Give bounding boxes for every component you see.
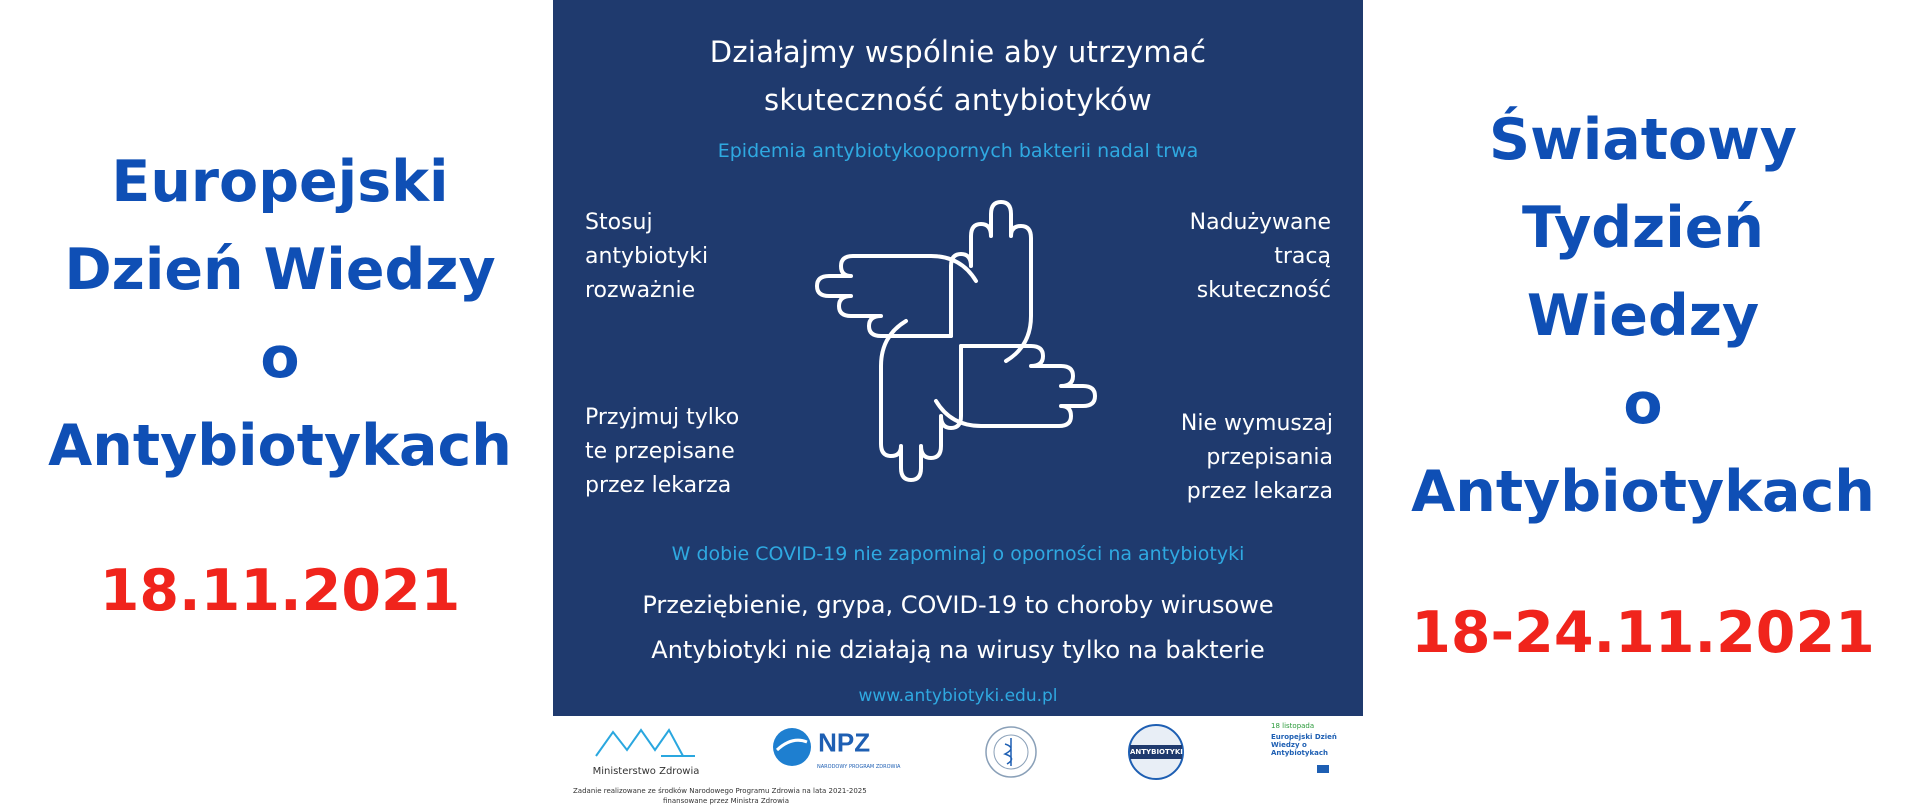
right-title-line-2: Tydzień bbox=[1521, 195, 1765, 261]
advice-top-right-line-1: Nadużywane bbox=[1189, 210, 1331, 235]
left-event-panel bbox=[0, 138, 560, 624]
advice-bottom-left-line-1: Przyjmuj tylko bbox=[585, 405, 740, 430]
npz-logo bbox=[771, 726, 900, 770]
interlocked-hands-icon bbox=[801, 196, 1111, 486]
right-date: 18-24.11.2021 bbox=[1411, 600, 1875, 666]
funding-footnote bbox=[553, 786, 1363, 806]
advice-bottom-left-line-2: te przepisane bbox=[585, 439, 735, 464]
eaad-title: Europejski Dzień Wiedzy o Antybiotykach bbox=[1271, 733, 1337, 757]
right-title-line-3: Wiedzy bbox=[1526, 283, 1760, 349]
advice-top-right bbox=[1190, 206, 1331, 308]
advice-bottom-left-line-3: przez lekarza bbox=[585, 473, 732, 498]
advice-bottom-right-line-1: Nie wymuszaj bbox=[1180, 411, 1333, 436]
advice-top-left-line-2: antybiotyki bbox=[585, 244, 709, 269]
funding-footnote-line-2: finansowane przez Ministra Zdrowia bbox=[663, 797, 790, 805]
eaad-date: 18 listopada bbox=[1271, 722, 1315, 730]
health-institute-seal-icon bbox=[983, 724, 1039, 784]
poster-title-line-1: Działajmy wspólnie aby utrzymać bbox=[709, 35, 1207, 69]
covid-note: W dobie COVID-19 nie zapominaj o oporności na antybiotyki bbox=[671, 543, 1245, 565]
left-title-line-4: Antybiotykach bbox=[48, 413, 512, 479]
viral-diseases-line: Przeziębienie, grypa, COVID-19 to choroby wirusowe bbox=[642, 591, 1274, 619]
left-title-line-1: Europejski bbox=[111, 149, 449, 215]
advice-top-left bbox=[585, 206, 708, 308]
npz-subtitle: NARODOWY PROGRAM ZDROWIA bbox=[817, 764, 901, 770]
left-date: 18.11.2021 bbox=[99, 558, 461, 624]
advice-top-left-line-3: rozważnie bbox=[585, 278, 696, 303]
campaign-poster bbox=[553, 0, 1363, 716]
right-title-line-4: o bbox=[1623, 371, 1663, 437]
website-link[interactable]: www.antybiotyki.edu.pl bbox=[858, 686, 1058, 706]
advice-top-left-line-1: Stosuj bbox=[585, 210, 653, 235]
antibiotics-bacteria-line: Antybiotyki nie działają na wirusy tylko na bakterie bbox=[651, 636, 1265, 664]
npz-globe-icon bbox=[771, 726, 813, 768]
poster-subtitle: Epidemia antybiotykoopornych bakterii nadal trwa bbox=[717, 140, 1199, 162]
eaad-logo bbox=[1271, 722, 1351, 773]
funding-footnote-line-1: Zadanie realizowane ze środków Narodowego Programu Zdrowia na lata 2021-2025 bbox=[573, 787, 867, 795]
right-title-line-1: Światowy bbox=[1489, 107, 1797, 173]
advice-bottom-left bbox=[585, 401, 739, 503]
left-title-line-3: o bbox=[260, 325, 300, 391]
eu-flag-icon bbox=[1317, 765, 1329, 773]
advice-top-right-line-2: tracą bbox=[1274, 244, 1331, 269]
right-title-line-5: Antybiotykach bbox=[1411, 459, 1875, 525]
npz-text: NPZ bbox=[818, 727, 871, 758]
badge-label: ANTYBIOTYKI bbox=[1130, 748, 1183, 756]
sponsor-logos-strip bbox=[553, 716, 1363, 810]
poster-title bbox=[553, 28, 1363, 124]
advice-bottom-right-line-2: przepisania bbox=[1206, 445, 1333, 470]
use-antibiotics-wisely-badge bbox=[1124, 722, 1188, 786]
left-title-line-2: Dzień Wiedzy bbox=[64, 237, 496, 303]
poster-title-line-2: skuteczność antybiotyków bbox=[763, 83, 1152, 117]
ministry-caption: Ministerstwo Zdrowia bbox=[592, 766, 700, 777]
advice-bottom-right bbox=[1181, 407, 1333, 509]
advice-bottom-right-line-3: przez lekarza bbox=[1186, 479, 1333, 504]
ministry-wave-icon bbox=[591, 726, 701, 760]
right-event-panel bbox=[1366, 96, 1920, 666]
advice-top-right-line-3: skuteczność bbox=[1196, 278, 1331, 303]
ministry-of-health-logo bbox=[581, 726, 711, 777]
